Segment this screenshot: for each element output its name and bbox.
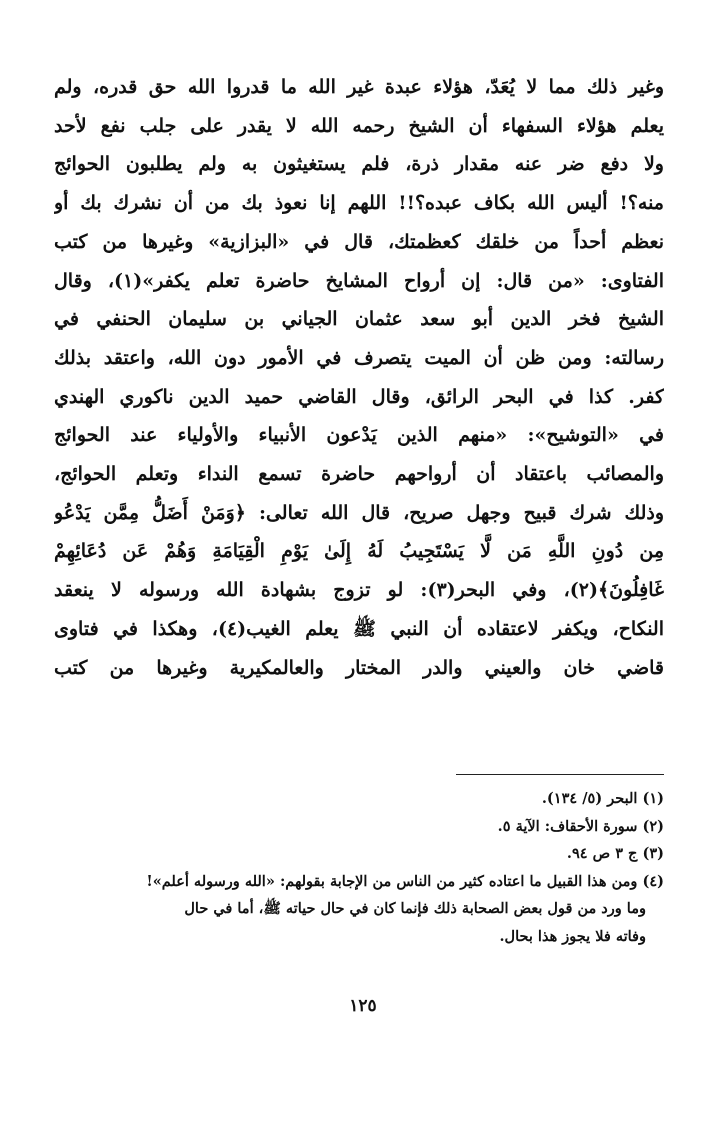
body-line: وغير ذلك مما لا يُعَدّ، هؤلاء عبدة غير الله ما قدروا الله حق قدره، ولم [54, 76, 664, 98]
body-line: قاضي خان والعيني والدر المختار والعالمكيرية وغيرها من كتب [54, 656, 664, 679]
body-line: غَافِلُونَ﴾(٢)، وفي البحر(٣): لو تزوج بشهادة الله ورسوله لا ينعقد [54, 579, 664, 602]
body-line: منه؟! أليس الله بكاف عبده؟!! اللهم إنا نعوذ بك من أن نشرك بك أو [54, 192, 664, 215]
body-line: الفتاوى: «من قال: إن أرواح المشايخ حاضرة تعلم يكفر»(١)، وقال [54, 269, 664, 292]
body-line: نعظم أحداً من خلقك كعظمتك، قال في «البزازية» وغيرها من كتب [54, 230, 664, 253]
footnote-line: (١) البحر (٥/ ١٣٤). [541, 790, 664, 807]
footnote-line: (٢) سورة الأحقاف: الآية ٥. [497, 817, 664, 835]
body-line: الشيخ فخر الدين أبو سعد عثمان الجياني بن سليمان الحنفي في [54, 308, 664, 331]
body-line: مِن دُونِ اللَّهِ مَن لَّا يَسْتَجِيبُ لَهُ إِلَىٰ يَوْمِ الْقِيَامَةِ وَهُمْ عَن دُعَائِهِمْ [54, 540, 664, 563]
body-line: يعلم هؤلاء السفهاء أن الشيخ رحمه الله لا يقدر على جلب نفع لأحد [54, 114, 664, 137]
footnote-line: وما ورد من قول بعض الصحابة ذلك فإنما كان في حال حياته ﷺ، أما في حال [184, 900, 646, 917]
body-line: كفر. كذا في البحر الرائق، وقال القاضي حميد الدين ناكوري الهندي [54, 385, 664, 408]
footnote-line: (٤) ومن هذا القبيل ما اعتاده كثير من الناس من الإجابة بقولهم: «الله ورسوله أعلم»! [146, 872, 664, 890]
footnotes [54, 785, 664, 950]
body-line: والمصائب باعتقاد أن أرواحهم حاضرة تسمع النداء وتعلم الحوائج، [54, 463, 664, 486]
footnote-line: وفاته فلا يجوز هذا بحال. [499, 927, 646, 945]
footnote-line: (٣) ج ٣ ص ٩٤. [566, 845, 664, 862]
footnote-separator [456, 774, 664, 775]
body-line: النكاح، ويكفر لاعتقاده أن النبي ﷺ يعلم الغيب(٤)، وهكذا في فتاوى [54, 617, 664, 640]
body-text [54, 68, 664, 687]
body-line: وذلك شرك قبيح وجهل صريح، قال الله تعالى: ﴿وَمَنْ أَضَلُّ مِمَّن يَدْعُو [54, 501, 664, 524]
body-line: رسالته: ومن ظن أن الميت يتصرف في الأمور دون الله، واعتقد بذلك [54, 346, 664, 369]
page-number: ١٢٥ [349, 996, 377, 1016]
body-line: ولا دفع ضر عنه مقدار ذرة، فلم يستغيثون به ولم يطلبون الحوائج [54, 153, 664, 176]
body-line: في «التوشيح»: «منهم الذين يَدْعون الأنبياء والأولياء عند الحوائج [54, 424, 664, 447]
